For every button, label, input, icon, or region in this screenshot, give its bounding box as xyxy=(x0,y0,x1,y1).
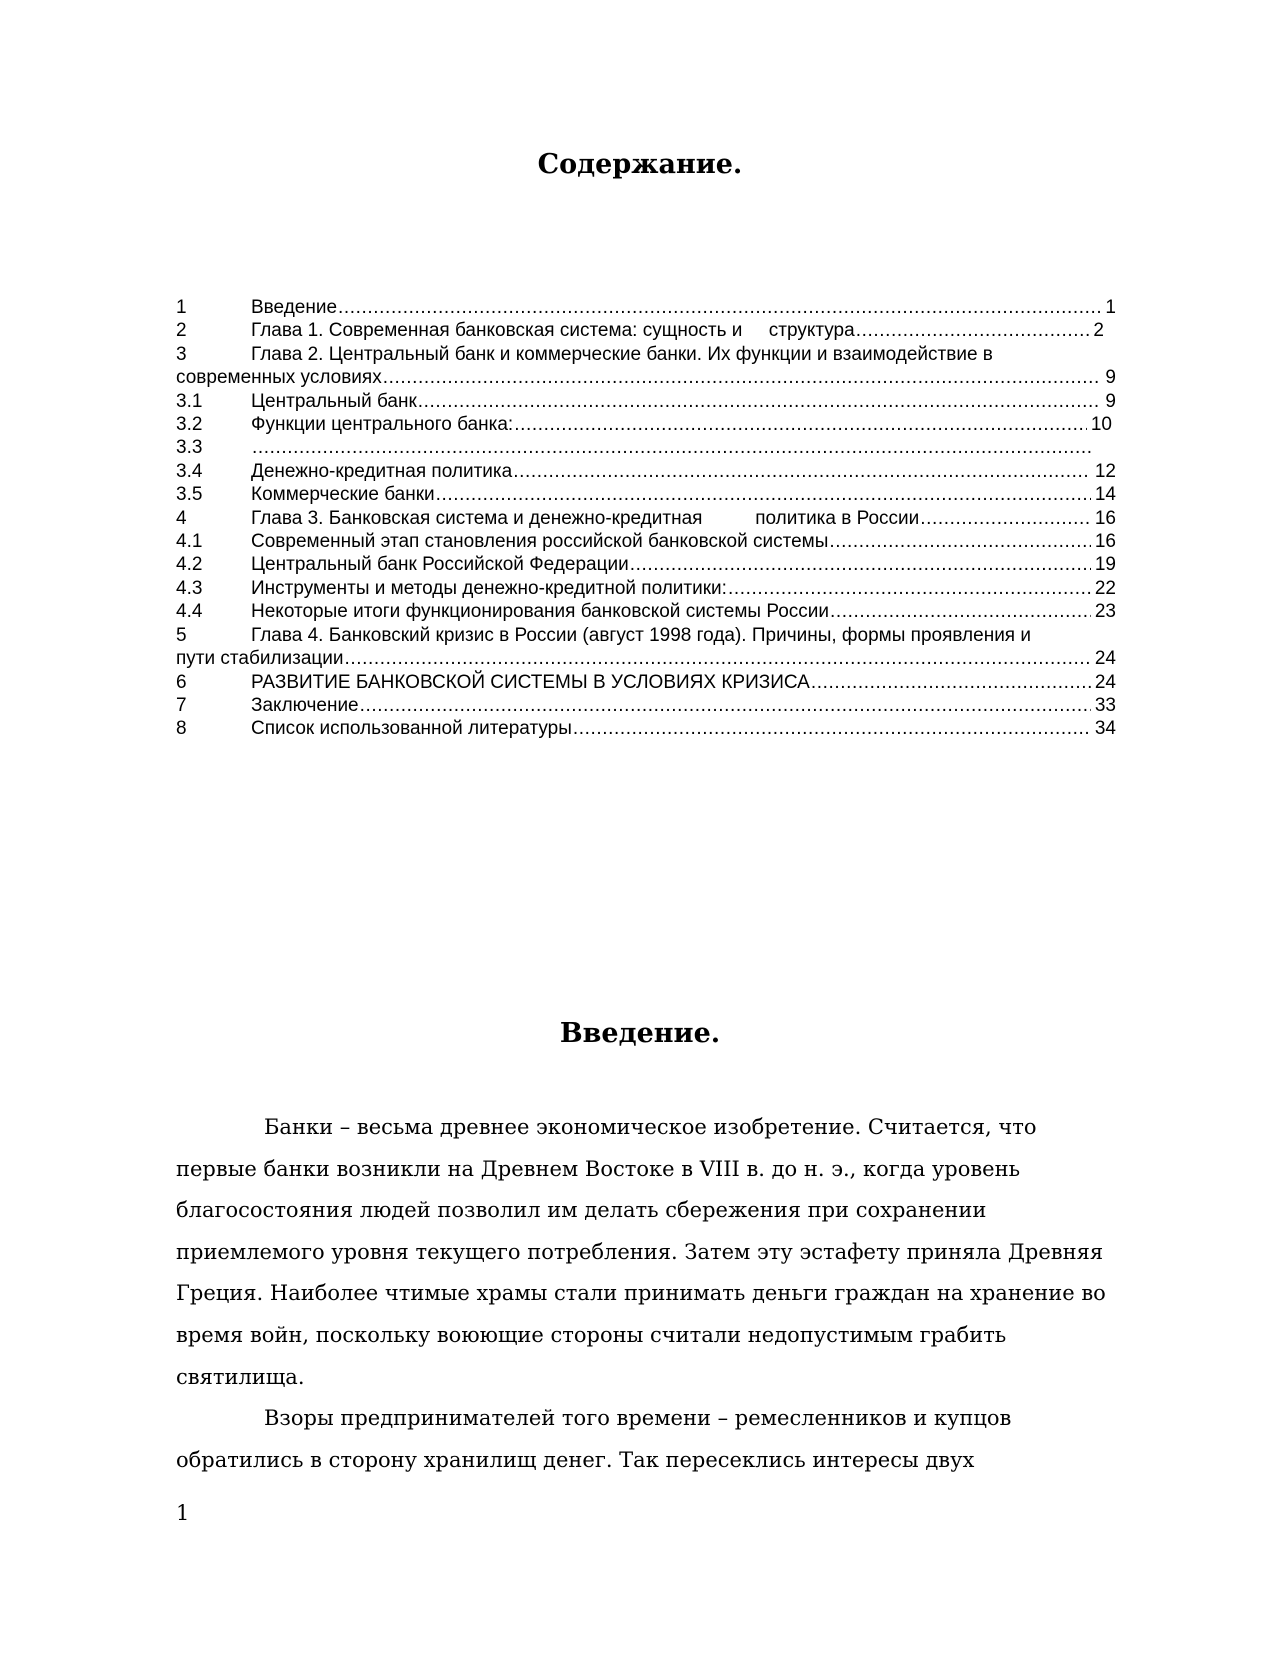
toc-entry[interactable] xyxy=(176,577,1116,600)
toc-entry-text: Глава 3. Банковская система и денежно-кредитная политика в России xyxy=(251,507,920,529)
toc-entry-number: 3.3 xyxy=(176,437,203,459)
toc-leader-dots xyxy=(338,296,1101,319)
introduction-body xyxy=(176,1107,1116,1481)
toc-leader-dots xyxy=(728,577,1091,600)
toc-entry[interactable] xyxy=(176,553,1116,576)
toc-entry-page: 16 xyxy=(1094,531,1116,553)
toc-entry-text: Список использованной литературы xyxy=(251,718,572,740)
toc-entry-number: 3.1 xyxy=(176,390,203,412)
toc-entry-page: 22 xyxy=(1094,577,1116,599)
toc-title: Содержание. xyxy=(537,149,743,180)
toc-entry-number: 6 xyxy=(176,671,187,693)
table-of-contents xyxy=(176,296,1116,741)
paragraph: Банки – весьма древнее экономическое изобретение. Считается, что первые банки возникли на Древнем Востоке в VIII в. до н. э., когда уровень благосостояния людей позволил им делать сбережения при сохранении приемлемого уровня текущего потребления. Затем эту эстафету приняла Древняя Греция. Наиболее чтимые храмы стали принимать деньги граждан на хранение во время войн, поскольку воюющие стороны считали недопустимым грабить святилища. xyxy=(176,1115,1106,1389)
toc-entry-text: Инструменты и методы денежно-кредитной политики: xyxy=(251,577,727,599)
toc-entry-text: Коммерческие банки xyxy=(251,484,435,506)
toc-entry-text: Глава 4. Банковский кризис в России (август 1998 года). Причины, формы проявления и xyxy=(251,624,1031,646)
toc-entry-page: 2 xyxy=(1093,320,1104,342)
toc-entry-number: 4 xyxy=(176,507,187,529)
toc-leader-dots xyxy=(811,671,1091,694)
toc-entry[interactable] xyxy=(176,436,1116,459)
toc-entry-page: 10 xyxy=(1090,414,1112,436)
toc-leader-dots xyxy=(830,600,1091,623)
toc-entry-number: 7 xyxy=(176,694,187,716)
toc-entry-number: 1 xyxy=(176,297,187,318)
paragraph: Взоры предпринимателей того времени – ремесленников и купцов обратились в сторону хранилищ денег. Так пересеклись интересы двух xyxy=(176,1406,1012,1472)
toc-leader-dots xyxy=(418,390,1102,413)
toc-entry-page: 34 xyxy=(1094,718,1116,740)
toc-entry-number: 4.4 xyxy=(176,601,203,623)
toc-entry-page: 14 xyxy=(1094,484,1116,506)
toc-leader-dots xyxy=(513,460,1091,483)
toc-leader-dots xyxy=(383,366,1102,389)
toc-entry-page: 16 xyxy=(1094,507,1116,529)
introduction-title: Введение. xyxy=(559,1018,721,1049)
toc-entry-number: 4.3 xyxy=(176,577,203,599)
toc-entry-text: РАЗВИТИЕ БАНКОВСКОЙ СИСТЕМЫ В УСЛОВИЯХ КРИЗИСА xyxy=(251,671,810,693)
toc-leader-dots xyxy=(360,694,1091,717)
toc-entry-page: 24 xyxy=(1094,648,1116,670)
toc-entry[interactable] xyxy=(176,390,1116,413)
toc-entry[interactable] xyxy=(176,507,1116,530)
toc-entry[interactable] xyxy=(176,296,1116,319)
toc-leader-dots xyxy=(829,530,1090,553)
toc-entry-number: 4.1 xyxy=(176,531,203,553)
toc-entry-text: Функции центрального банка: xyxy=(251,414,514,436)
toc-leader-dots xyxy=(252,436,1094,459)
toc-entry-text: Глава 1. Современная банковская система: сущность и структура xyxy=(251,320,855,342)
toc-entry-number: 3 xyxy=(176,343,187,365)
page-number: 1 xyxy=(176,1501,190,1525)
toc-entry-page: 9 xyxy=(1105,367,1116,389)
toc-entry[interactable] xyxy=(176,624,1116,671)
toc-entry[interactable] xyxy=(176,460,1116,483)
toc-entry-number: 2 xyxy=(176,320,187,342)
toc-leader-dots xyxy=(514,413,1087,436)
toc-entry-page: 9 xyxy=(1105,390,1116,412)
toc-entry-number: 8 xyxy=(176,718,187,740)
toc-entry-text: Современный этап становления российской банковской системы xyxy=(251,531,829,553)
toc-leader-dots xyxy=(920,507,1091,530)
toc-entry-text: Центральный банк Российской Федерации xyxy=(251,554,629,576)
toc-entry-text: Денежно-кредитная политика xyxy=(251,460,513,482)
toc-entry-number: 3.2 xyxy=(176,414,203,436)
toc-entry-page: 23 xyxy=(1094,601,1116,623)
toc-entry-number: 3.4 xyxy=(176,460,203,482)
toc-entry-page: 24 xyxy=(1094,671,1116,693)
toc-entry[interactable] xyxy=(176,413,1116,436)
toc-entry-page: 19 xyxy=(1094,554,1116,576)
toc-entry-number: 4.2 xyxy=(176,554,203,576)
toc-entry[interactable] xyxy=(176,530,1116,553)
toc-entry[interactable] xyxy=(176,717,1116,740)
toc-entry[interactable] xyxy=(176,483,1116,506)
toc-entry[interactable] xyxy=(176,694,1116,717)
toc-entry-text: Центральный банк xyxy=(251,390,417,412)
toc-entry[interactable] xyxy=(176,671,1116,694)
toc-entry-number: 3.5 xyxy=(176,484,203,506)
toc-leader-dots xyxy=(856,319,1090,342)
toc-leader-dots xyxy=(436,483,1091,506)
toc-entry-number: 5 xyxy=(176,624,187,646)
toc-entry-text-continued: современных условиях xyxy=(176,367,382,389)
toc-leader-dots xyxy=(630,553,1091,576)
toc-leader-dots xyxy=(345,647,1091,670)
toc-entry-page: 12 xyxy=(1094,460,1116,482)
toc-entry-page: 1 xyxy=(1105,297,1116,318)
toc-entry-text-continued: пути стабилизации xyxy=(176,648,344,670)
toc-entry-page: 33 xyxy=(1094,694,1116,716)
toc-leader-dots xyxy=(573,717,1091,740)
toc-entry-text: Введение xyxy=(251,297,338,318)
toc-entry[interactable] xyxy=(176,343,1116,390)
toc-entry-text: Глава 2. Центральный банк и коммерческие банки. Их функции и взаимодействие в xyxy=(251,343,993,365)
toc-entry-text: Некоторые итоги функционирования банковской системы России xyxy=(251,601,829,623)
toc-entry[interactable] xyxy=(176,319,1116,342)
toc-entry[interactable] xyxy=(176,600,1116,623)
toc-entry-text: Заключение xyxy=(251,694,359,716)
